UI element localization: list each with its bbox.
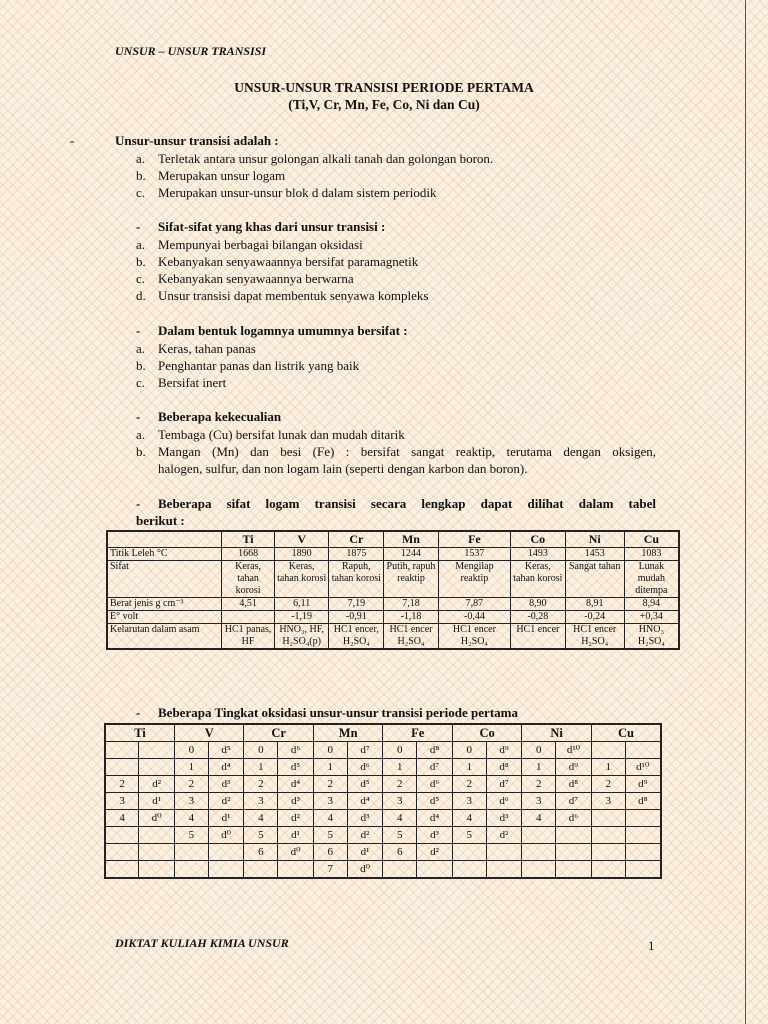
table-cell: -0,44 [438,611,510,624]
table-cell: d⁵ [347,776,383,793]
table-cell: Rapuh, tahan korosi [329,561,384,598]
table-cell [625,861,661,879]
table-cell [486,844,522,861]
table-cell [139,742,175,759]
table-cell: 1 [174,759,208,776]
table-cell: d¹⁰ [625,759,661,776]
table-cell: d¹ [208,810,244,827]
table-cell [522,861,556,879]
table-header-cell: Ni [565,531,624,548]
table-cell: Mengilap reaktip [438,561,510,598]
table-cell: d⁸ [625,793,661,810]
table-cell [522,844,556,861]
table-row [105,742,661,759]
table-header-cell: Cr [244,724,313,742]
table-cell: d⁸ [486,759,522,776]
table-cell: d² [139,776,175,793]
table-cell: d⁴ [417,810,453,827]
table-cell: +0,34 [624,611,679,624]
table-header-cell: Co [452,724,521,742]
table-cell: d⁰ [208,827,244,844]
table-cell: d⁴ [347,793,383,810]
table-row [107,598,679,611]
table-cell [174,844,208,861]
table-cell: d⁶ [347,759,383,776]
table-cell: 7,19 [329,598,384,611]
table-cell: d⁹ [486,742,522,759]
table-cell: 1493 [511,548,566,561]
section-heading-kekecualian: - Beberapa kekecualian [136,409,282,424]
table-cell: d⁵ [417,793,453,810]
section-heading-tabel-cont: berikut : [136,513,185,528]
table-cell [139,759,175,776]
table-row [105,759,661,776]
table-cell: 6 [244,844,278,861]
table-cell [452,844,486,861]
section-heading-tabel: - Beberapa sifat logam transisi secara lengkap dapat dilihat dalam tabel [136,496,656,511]
table-cell: d² [208,793,244,810]
table-cell: 4 [244,810,278,827]
table-cell: 5 [452,827,486,844]
table-cell: 4 [522,810,556,827]
table-cell: -0,24 [565,611,624,624]
table-cell: 7 [313,861,347,879]
table-cell: d⁷ [486,776,522,793]
table-header-row [105,724,661,742]
table-header-cell [107,531,222,548]
section-heading-sifat: - Sifat-sifat yang khas dari unsur transisi : [136,219,386,234]
table-cell: 3 [174,793,208,810]
table-row [107,561,679,598]
list-item: c. Bersifat inert [136,375,227,390]
list-item: b. Mangan (Mn) dan besi (Fe) : bersifat sangat reaktip, terutama dengan oksigen, [136,444,656,459]
table-header-cell: Cu [624,531,679,548]
table-cell: Sifat [107,561,222,598]
table-cell: 4 [105,810,139,827]
list-item: c. Merupakan unsur-unsur blok d dalam sistem periodik [136,185,437,200]
bullet-dash: - [70,133,75,148]
table-cell: -0,91 [329,611,384,624]
page-number: 1 [648,938,655,953]
table-cell: HC1 encer H₂SO₄ [438,624,510,650]
list-item: a. Terletak antara unsur golongan alkali tanah dan golongan boron. [136,151,494,166]
table-row [105,844,661,861]
page-subtitle: (Ti,V, Cr, Mn, Fe, Co, Ni dan Cu) [288,97,480,112]
table-row [105,776,661,793]
table-row [107,611,679,624]
table-header-cell: Ti [222,531,274,548]
table-cell [625,810,661,827]
section-heading-logam: - Dalam bentuk logamnya umumnya bersifat : [136,323,408,338]
list-item: a. Keras, tahan panas [136,341,256,356]
table-cell: 1 [452,759,486,776]
table-cell: d⁴ [208,759,244,776]
table-cell: d¹ [139,793,175,810]
table-cell: 0 [174,742,208,759]
table-cell: d¹⁰ [556,742,592,759]
table-header-cell: Fe [438,531,510,548]
table-cell: d¹ [278,827,314,844]
table-cell [105,827,139,844]
table-cell [556,827,592,844]
table-cell: 4 [313,810,347,827]
table-cell: 1 [522,759,556,776]
table-cell: 3 [313,793,347,810]
table-cell: 1453 [565,548,624,561]
table-cell: d⁰ [139,810,175,827]
table-cell: d⁶ [486,793,522,810]
table-cell: 0 [452,742,486,759]
table-cell: 2 [244,776,278,793]
table-cell: 4 [452,810,486,827]
table-cell: 3 [522,793,556,810]
table-cell: d⁹ [556,759,592,776]
table-cell: 1537 [438,548,510,561]
table-cell: 0 [383,742,417,759]
table-cell: HC1 encer H₂SO₄ [565,624,624,650]
table-cell: d³ [347,810,383,827]
table-cell: 5 [174,827,208,844]
list-item: d. Unsur transisi dapat membentuk senyawa kompleks [136,288,429,303]
table-cell: 3 [383,793,417,810]
list-item-continuation: halogen, sulfur, dan non logam lain (seperti dengan karbon dan boron). [158,461,528,476]
table-cell: Kelarutan dalam asam [107,624,222,650]
table-cell [625,827,661,844]
table-header-cell: Ti [105,724,174,742]
page-border [745,0,746,1024]
table-cell: 1 [313,759,347,776]
table-cell [208,844,244,861]
table-cell: 2 [522,776,556,793]
table-cell: d⁷ [556,793,592,810]
list-item: b. Merupakan unsur logam [136,168,286,183]
section-heading-intro: Unsur-unsur transisi adalah : [115,133,279,148]
table-header-cell: Mn [313,724,383,742]
table-cell: 2 [452,776,486,793]
table-cell: 5 [244,827,278,844]
table-cell: 1668 [222,548,274,561]
table-cell [452,861,486,879]
table-cell [556,861,592,879]
table-cell: d⁰ [347,861,383,879]
table-cell [383,861,417,879]
table-cell: Keras, tahan korosi [222,561,274,598]
table-header-cell: V [174,724,243,742]
table-cell: 3 [452,793,486,810]
table-cell: 0 [522,742,556,759]
table-header-cell: Cr [329,531,384,548]
table-cell: 8,94 [624,598,679,611]
table-cell: d¹ [347,844,383,861]
table-cell: d⁸ [417,742,453,759]
table-cell [105,759,139,776]
table-cell [522,827,556,844]
table-cell: d⁶ [417,776,453,793]
table-cell: d² [417,844,453,861]
table-cell: HNO₃, HF, H₂SO₄(p) [274,624,329,650]
table-cell: 0 [244,742,278,759]
page-title: UNSUR-UNSUR TRANSISI PERIODE PERTAMA [234,80,534,95]
table-cell: d³ [278,793,314,810]
table-cell [591,827,625,844]
table-row [107,548,679,561]
table-cell: d² [347,827,383,844]
table-header-cell: Fe [383,724,452,742]
table-cell: d⁴ [278,776,314,793]
table-cell: 6 [383,844,417,861]
table-cell: HNO₃ H₂SO₄ [624,624,679,650]
table-cell: 3 [244,793,278,810]
table-cell: 2 [383,776,417,793]
table-cell: d⁸ [556,776,592,793]
table-cell: Keras, tahan korosi [511,561,566,598]
table-cell [139,844,175,861]
properties-table [106,530,680,650]
section-heading-oksidasi: - Beberapa Tingkat oksidasi unsur-unsur transisi periode pertama [136,705,518,720]
table-cell: 4 [383,810,417,827]
table-cell: d⁹ [625,776,661,793]
table-cell: 2 [313,776,347,793]
table-row [105,810,661,827]
table-cell: Titik Leleh °C [107,548,222,561]
table-cell: 1 [591,759,625,776]
table-cell [244,861,278,879]
table-cell [417,861,453,879]
table-cell: 8,90 [511,598,566,611]
table-cell: d³ [486,810,522,827]
table-cell [139,827,175,844]
table-cell: 2 [105,776,139,793]
table-cell [556,844,592,861]
table-cell [486,861,522,879]
table-cell: 6,11 [274,598,329,611]
table-row [105,793,661,810]
table-cell [139,861,175,879]
table-cell: -0,28 [511,611,566,624]
running-header: UNSUR – UNSUR TRANSISI [115,44,267,58]
table-cell: 7,18 [384,598,439,611]
table-cell: -1,19 [274,611,329,624]
table-cell: d⁰ [278,844,314,861]
table-cell [222,611,274,624]
table-cell: Putih, rapuh reaktip [384,561,439,598]
list-item: b. Kebanyakan senyawaannya bersifat paramagnetik [136,254,419,269]
table-cell: 2 [591,776,625,793]
footer-title: DIKTAT KULIAH KIMIA UNSUR [115,936,289,950]
table-cell: 5 [313,827,347,844]
table-cell: 0 [313,742,347,759]
table-cell: d⁷ [347,742,383,759]
table-row [105,861,661,879]
table-cell [174,861,208,879]
table-cell: d⁶ [278,742,314,759]
table-row [105,827,661,844]
table-header-cell: Mn [384,531,439,548]
table-cell: 1 [244,759,278,776]
table-cell: 8,91 [565,598,624,611]
table-header-cell: Co [511,531,566,548]
table-header-cell: Cu [591,724,661,742]
table-cell: HC1 encer, H₂SO₄ [329,624,384,650]
table-cell [208,861,244,879]
table-cell: d² [486,827,522,844]
table-header-cell: V [274,531,329,548]
table-cell: 2 [174,776,208,793]
list-item: b. Penghantar panas dan listrik yang baik [136,358,360,373]
table-cell: 1244 [384,548,439,561]
table-cell [105,844,139,861]
table-cell: d³ [208,776,244,793]
table-cell: -1,18 [384,611,439,624]
table-cell [591,742,625,759]
list-item: a. Mempunyai berbagai bilangan oksidasi [136,237,363,252]
table-cell: E° volt [107,611,222,624]
table-header-row [107,531,679,548]
table-cell [105,861,139,879]
table-cell [625,742,661,759]
table-cell: 7,87 [438,598,510,611]
table-cell: HC1 panas, HF [222,624,274,650]
table-cell: HC1 encer [511,624,566,650]
table-cell: Sangat tahan [565,561,624,598]
table-cell: Lunak mudah ditempa [624,561,679,598]
table-cell [591,844,625,861]
table-cell: d⁵ [208,742,244,759]
table-cell: HC1 encer H₂SO₄ [384,624,439,650]
table-cell: 1 [383,759,417,776]
table-cell: Berat jenis g cm⁻³ [107,598,222,611]
table-cell: 4 [174,810,208,827]
table-cell: 1890 [274,548,329,561]
table-cell: Keras, tahan korosi [274,561,329,598]
list-item: a. Tembaga (Cu) bersifat lunak dan mudah ditarik [136,427,405,442]
table-cell [625,844,661,861]
table-cell: d⁷ [417,759,453,776]
list-item: c. Kebanyakan senyawaannya berwarna [136,271,354,286]
table-cell: d⁶ [556,810,592,827]
oxidation-table [104,723,662,879]
table-cell: 5 [383,827,417,844]
table-cell: 3 [105,793,139,810]
table-cell: d⁵ [278,759,314,776]
table-header-cell: Ni [522,724,592,742]
table-cell: 4,51 [222,598,274,611]
table-cell [105,742,139,759]
table-cell: d³ [417,827,453,844]
table-cell [278,861,314,879]
table-cell: 1875 [329,548,384,561]
table-cell [591,810,625,827]
table-row [107,624,679,650]
table-cell: d² [278,810,314,827]
table-cell: 6 [313,844,347,861]
table-cell: 1083 [624,548,679,561]
table-cell: 3 [591,793,625,810]
table-cell [591,861,625,879]
